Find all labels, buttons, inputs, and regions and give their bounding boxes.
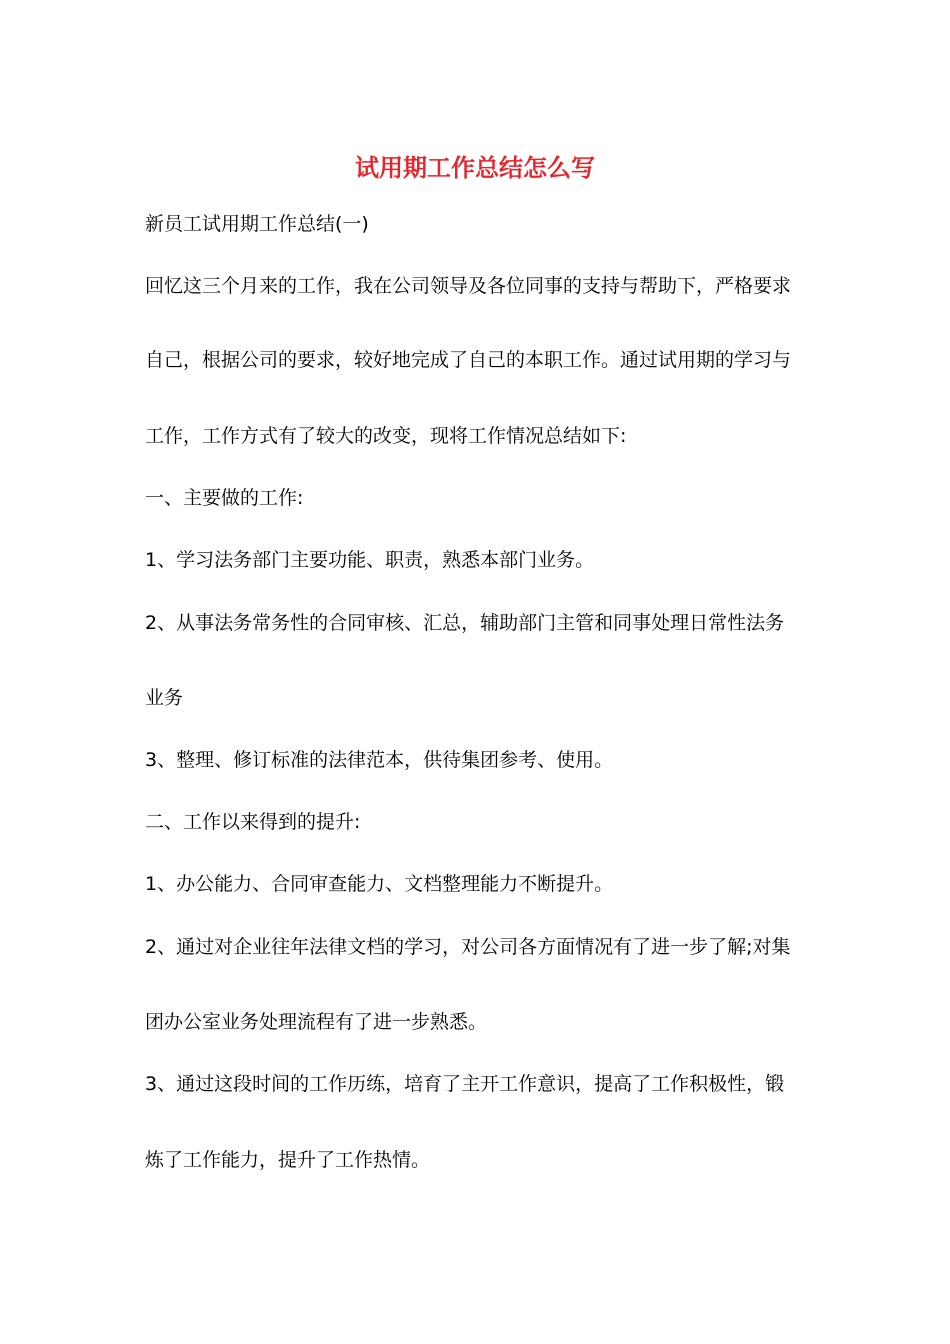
section-heading: 二、工作以来得到的提升: (145, 811, 361, 833)
document-subtitle: 新员工试用期工作总结(一) (145, 213, 369, 235)
document-title: 试用期工作总结怎么写 (355, 154, 595, 182)
body-line: 炼了工作能力，提升了工作热情。 (145, 1149, 431, 1171)
list-item: 2、通过对企业往年法律文档的学习，对公司各方面情况有了进一步了解;对集 (145, 936, 791, 958)
body-line: 业务 (145, 687, 184, 709)
list-item: 1、学习法务部门主要功能、职责，熟悉本部门业务。 (145, 549, 595, 571)
body-line: 回忆这三个月来的工作，我在公司领导及各位同事的支持与帮助下，严格要求 (145, 275, 792, 297)
body-line: 团办公室业务处理流程有了进一步熟悉。 (145, 1011, 488, 1033)
body-line: 工作，工作方式有了较大的改变，现将工作情况总结如下: (145, 425, 627, 447)
list-item: 3、通过这段时间的工作历练，培育了主开工作意识，提高了工作积极性，锻 (145, 1073, 785, 1095)
section-heading: 一、主要做的工作: (145, 487, 304, 509)
body-line: 自己，根据公司的要求，较好地完成了自己的本职工作。通过试用期的学习与 (145, 349, 792, 371)
list-item: 1、办公能力、合同审查能力、文档整理能力不断提升。 (145, 873, 614, 895)
list-item: 3、整理、修订标准的法律范本，供待集团参考、使用。 (145, 749, 614, 771)
list-item: 2、从事法务常务性的合同审核、汇总，辅助部门主管和同事处理日常性法务 (145, 612, 785, 634)
